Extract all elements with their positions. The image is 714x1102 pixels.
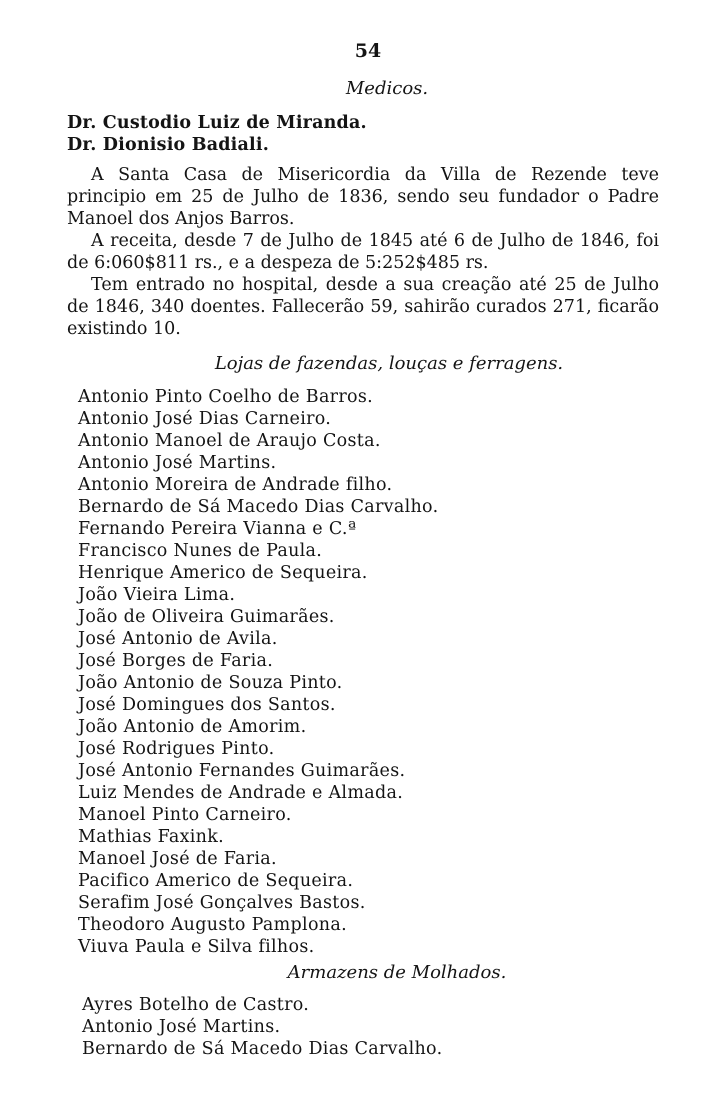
doctor-2: Dr. Dionisio Badiali. xyxy=(67,135,270,155)
list-item: Antonio Moreira de Andrade filho. xyxy=(78,475,393,495)
list-item: Bernardo de Sá Macedo Dias Carvalho. xyxy=(82,1039,443,1059)
page-number: 54 xyxy=(354,40,382,62)
list-item: Antonio José Martins. xyxy=(78,453,277,473)
heading-armazens: Armazens de Molhados. xyxy=(287,962,507,983)
list-item: José Rodrigues Pinto. xyxy=(78,739,275,759)
list-item: Viuva Paula e Silva filhos. xyxy=(78,937,315,957)
paragraph-hospital: Tem entrado no hospital, desde a sua creação até 25 de Julho de 1846, 340 doentes. Fallecerão 59, sahirão curados 271, ficarão existindo 10. xyxy=(67,275,659,339)
heading-lojas: Lojas de fazendas, louças e ferragens. xyxy=(214,353,564,374)
list-item: Ayres Botelho de Castro. xyxy=(82,995,310,1015)
list-item: Luiz Mendes de Andrade e Almada. xyxy=(78,783,404,803)
list-item: João de Oliveira Guimarães. xyxy=(78,607,335,627)
list-item: José Antonio de Avila. xyxy=(78,629,278,649)
list-item: Antonio Pinto Coelho de Barros. xyxy=(78,387,373,407)
list-item: João Antonio de Souza Pinto. xyxy=(78,673,343,693)
list-item: Manoel Pinto Carneiro. xyxy=(78,805,292,825)
heading-medicos: Medicos. xyxy=(345,78,429,99)
doctor-1: Dr. Custodio Luiz de Miranda. xyxy=(67,113,367,133)
list-item: João Vieira Lima. xyxy=(78,585,236,605)
list-item: José Antonio Fernandes Guimarães. xyxy=(78,761,406,781)
list-item: José Domingues dos Santos. xyxy=(78,695,336,715)
list-item: Francisco Nunes de Paula. xyxy=(78,541,323,561)
list-item: José Borges de Faria. xyxy=(78,651,274,671)
list-item: Antonio José Martins. xyxy=(82,1017,281,1037)
paragraph-santa-casa: A Santa Casa de Misericordia da Villa de Rezende teve principio em 25 de Julho de 1836, sendo seu fundador o Padre Manoel dos Anjos Barros. xyxy=(67,165,659,229)
list-item: Serafim José Gonçalves Bastos. xyxy=(78,893,366,913)
list-item: Mathias Faxink. xyxy=(78,827,225,847)
list-item: Manoel José de Faria. xyxy=(78,849,277,869)
paragraph-receita: A receita, desde 7 de Julho de 1845 até 6 de Julho de 1846, foi de 6:060$811 rs., e a despeza de 5:252$485 rs. xyxy=(67,231,659,273)
list-item: Theodoro Augusto Pamplona. xyxy=(78,915,347,935)
list-item: Pacifico Americo de Sequeira. xyxy=(78,871,354,891)
list-item: Antonio Manoel de Araujo Costa. xyxy=(78,431,381,451)
list-item: Henrique Americo de Sequeira. xyxy=(78,563,368,583)
list-item: Bernardo de Sá Macedo Dias Carvalho. xyxy=(78,497,439,517)
list-item: João Antonio de Amorim. xyxy=(78,717,307,737)
list-item: Antonio José Dias Carneiro. xyxy=(78,409,332,429)
list-item: Fernando Pereira Vianna e C.ª xyxy=(78,519,357,539)
